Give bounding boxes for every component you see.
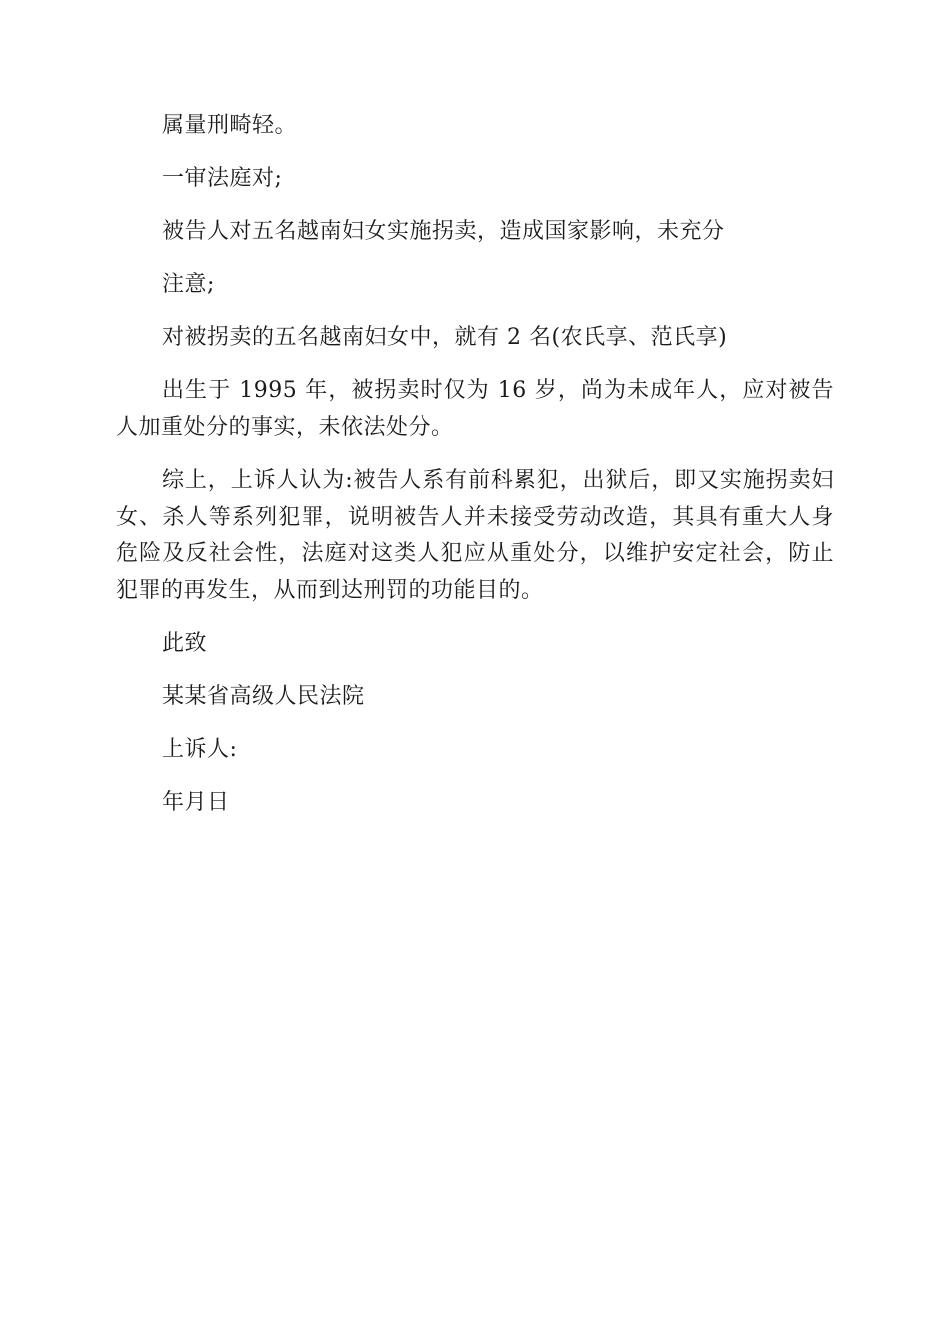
paragraph-sentence-light: 属量刑畸轻。 (162, 113, 298, 138)
paragraph-court-name: 某某省高级人民法院 (162, 684, 365, 709)
paragraph-first-instance: 一审法庭对; (162, 166, 283, 191)
paragraph-minor-victims: 出生于 1995 年，被拐卖时仅为 16 岁，尚为未成年人，应对被告人加重处分的事实，未依法处分。 (116, 378, 834, 440)
paragraph-attention: 注意; (162, 272, 215, 297)
paragraph-salutation: 此致 (162, 631, 208, 656)
paragraph-appellant: 上诉人: (162, 737, 238, 762)
paragraph-date: 年月日 (162, 790, 230, 815)
paragraph-two-victims: 对被拐卖的五名越南妇女中，就有 2 名(农氏享、范氏享) (162, 325, 728, 350)
document-body (116, 108, 834, 838)
paragraph-trafficking-five-women: 被告人对五名越南妇女实施拐卖，造成国家影响，未充分 (162, 219, 725, 244)
paragraph-conclusion: 综上，上诉人认为:被告人系有前科累犯，出狱后，即又实施拐卖妇女、杀人等系列犯罪，说明被告人并未接受劳动改造，其具有重大人身危险及反社会性，法庭对这类人犯应从重处分，以维护安定社会，防止犯罪的再发生，从而到达刑罚的功能目的。 (116, 468, 834, 603)
